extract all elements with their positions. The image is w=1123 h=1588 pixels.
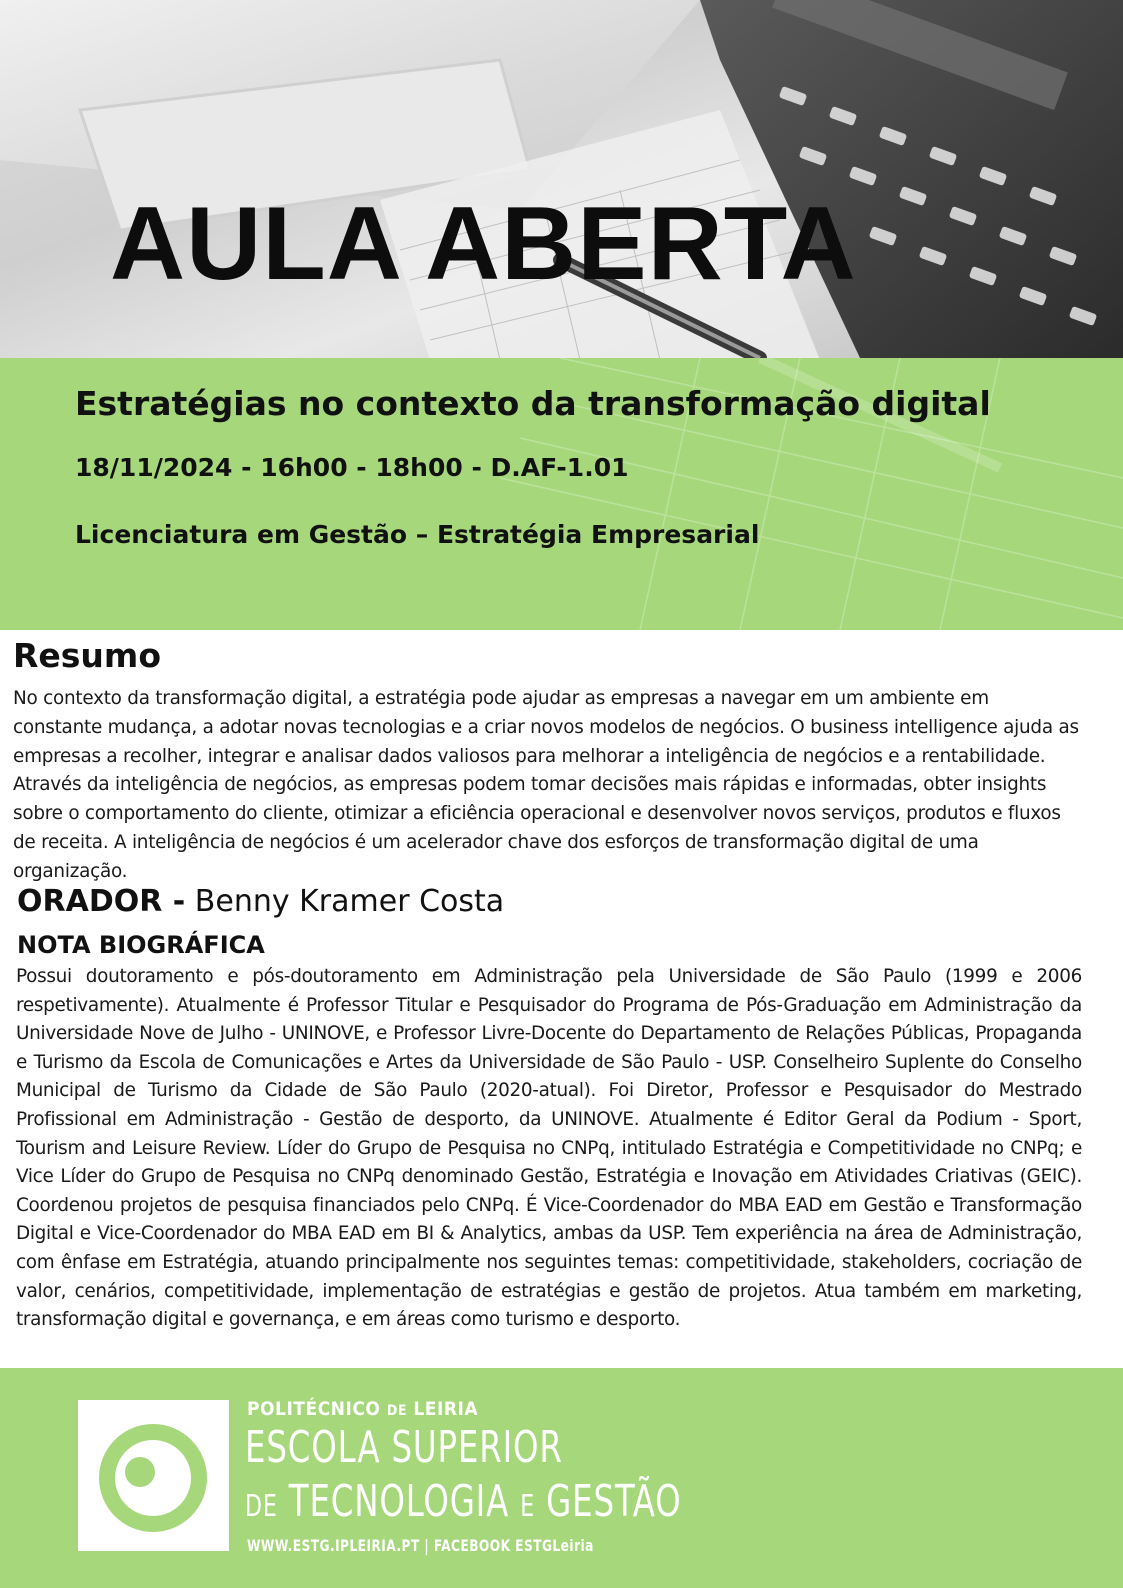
event-course: Licenciatura em Gestão – Estratégia Empresarial xyxy=(75,520,760,549)
resumo-text: No contexto da transformação digital, a estratégia pode ajudar as empresas a navegar em um ambiente em constante mudança, a adotar novas tecnologias e a criar novos modelos de negócios. O business intelligence ajuda as empresas a recolher, integrar e analisar dados valiosos para melhorar a inteligência de negócios e a rentabilidade. Através da inteligência de negócios, as empresas podem tomar decisões mais rápidas e informadas, obter insights sobre o comportamento do cliente, otimizar a eficiência operacional e desenvolver novos serviços, produtos e fluxos de receita. A inteligência de negócios é um acelerador chave dos esforços de transformação digital de uma organização. xyxy=(13,688,1079,882)
school-name-line1: ESCOLA SUPERIOR xyxy=(245,1422,563,1473)
event-date-time-room: 18/11/2024 - 16h00 - 18h00 - D.AF-1.01 xyxy=(75,453,629,482)
event-title: Estratégias no contexto da transformação digital xyxy=(75,384,991,423)
school-end: GESTÃO xyxy=(546,1476,682,1527)
school-mid: TECNOLOGIA xyxy=(288,1476,510,1527)
speaker-name: Benny Kramer Costa xyxy=(194,884,505,919)
event-info-band xyxy=(0,358,1123,630)
footer xyxy=(0,1368,1123,1588)
bio-heading: NOTA BIOGRÁFICA xyxy=(17,931,265,959)
school-logo-icon xyxy=(78,1400,229,1551)
school-name-line2 xyxy=(245,1476,681,1527)
poly-city: LEIRIA xyxy=(413,1398,479,1420)
polytechnic-name xyxy=(247,1398,478,1420)
speaker-line xyxy=(17,884,504,919)
hero-banner xyxy=(0,0,1123,358)
resumo-heading: Resumo xyxy=(13,636,161,675)
hero-background-photo xyxy=(0,0,1123,358)
bio-text: Possui doutoramento e pós-doutoramento em Administração pela Universidade de São Paulo (1999 e 2006 respetivamente). Atualmente é Professor Titular e Pesquisador do Programa de Pós-Graduação em Administração da Universidade Nove de Julho - UNINOVE, e Professor Livre-Docente do Departamento de Relações Públicas, Propaganda e Turismo da Escola de Comunicações e Artes da Universidade de São Paulo - USP. Conselheiro Suplente do Conselho Municipal de Turismo da Cidade de São Paulo (2020-atual). Foi Diretor, Professor e Pesquisador do Mestrado Profissional em Administração - Gestão de desporto, da UNINOVE. Atualmente é Editor Geral da Podium - Sport, Tourism and Leisure Review. Líder do Grupo de Pesquisa no CNPq, intitulado Estratégia e Competitividade no CNPq; e Vice Líder do Grupo de Pesquisa no CNPq denominado Gestão, Estratégia e Inovação em Atividades Criativas (GEIC). Coordenou projetos de pesquisa financiados pelo CNPq. É Vice-Coordenador do MBA EAD em Gestão e Transformação Digital e Vice-Coordenador do MBA EAD em BI & Analytics, ambas da USP. Tem experiência na área de Administração, com ênfase em Estratégia, atuando principalmente nos seguintes temas: competitividade, stakeholders, cocriação de valor, cenários, competitividade, implementação de estratégias e gestão de projetos. Atua também em marketing, transformação digital e governança, e em áreas como turismo e desporto. xyxy=(16,966,1082,1331)
poly-main: POLITÉCNICO xyxy=(247,1398,381,1420)
speaker-label: ORADOR - xyxy=(17,884,186,919)
website-facebook-link[interactable]: WWW.ESTG.IPLEIRIA.PT | FACEBOOK ESTGLeiria xyxy=(247,1536,594,1555)
hero-title: AULA ABERTA xyxy=(110,186,857,302)
school-e: E xyxy=(520,1489,536,1524)
poly-de: DE xyxy=(386,1403,407,1419)
school-de: DE xyxy=(245,1489,278,1524)
